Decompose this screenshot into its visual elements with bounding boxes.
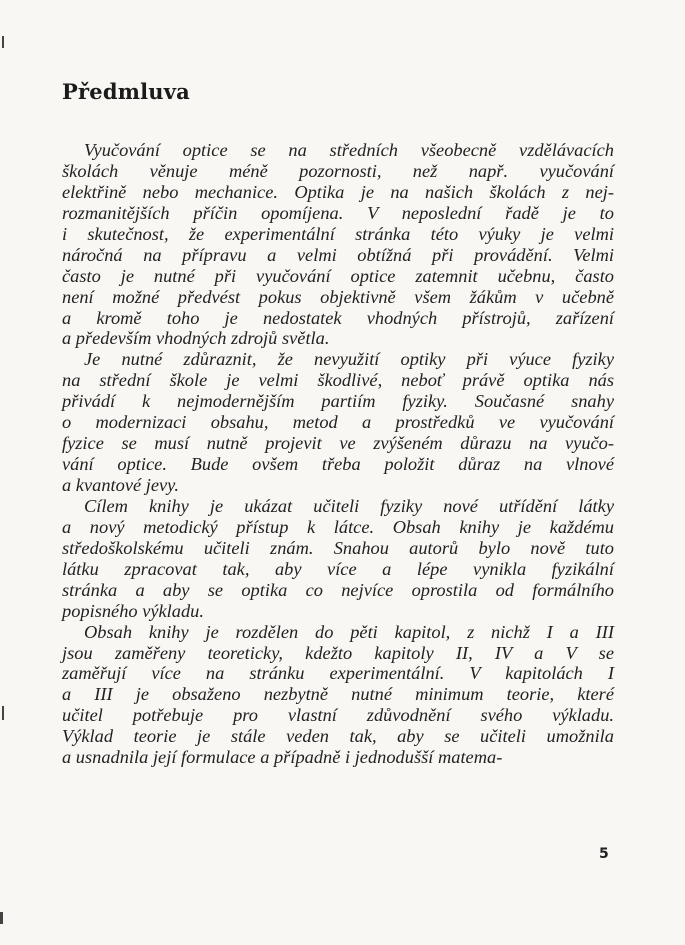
text-line: Je nutné zdůraznit, že nevyužití optiky při výuce fyziky (84, 349, 614, 370)
text-line: náročná na přípravu a velmi obtížná při provádění. Velmi (62, 244, 614, 265)
text-line: stránka a aby se optika co nejvíce oprostila od formálního (62, 579, 614, 600)
text-line: školách věnuje méně pozornosti, než např. vyučování (62, 160, 614, 181)
text-line: látku zpracovat tak, aby více a lépe vynikla fyzikální (62, 558, 614, 579)
text-line: učitel potřebuje pro vlastní zdůvodnění svého výkladu. (62, 705, 614, 726)
text-line: Cílem knihy je ukázat učiteli fyziky nové utřídění látky (84, 495, 614, 516)
text-line: jsou zaměřeny teoreticky, kdežto kapitoly II, IV a V se (62, 642, 614, 663)
text-line: a kromě toho je nedostatek vhodných přístrojů, zařízení (62, 307, 614, 328)
text-line: o modernizaci obsahu, metod a prostředků ve vyučování (62, 412, 614, 433)
text-line: fyzice se musí nutně projevit ve zvýšeném důrazu na vyučo- (62, 433, 614, 454)
text-line: zaměřují více na stránku experimentální. V kapitolách I (62, 663, 614, 684)
scan-edge-mark-middle (2, 706, 4, 720)
text-line: a především vhodných zdrojů světla. (62, 328, 330, 349)
text-line: často je nutné při vyučování optice zatemnit učebnu, často (62, 265, 614, 286)
preface-body (62, 140, 614, 768)
text-line: vání optice. Bude ovšem třeba položit důraz na vlnové (62, 454, 614, 475)
text-line: Vyučování optice se na středních všeobecně vzdělávacích (84, 140, 614, 160)
page-number: 5 (599, 846, 609, 862)
text-line: a kvantové jevy. (62, 475, 179, 495)
text-line: přivádí k nejmodernějším partiím fyziky. Současné snahy (62, 391, 614, 412)
text-line: a III je obsaženo nezbytně nutné minimum teorie, které (62, 684, 614, 705)
text-line: i skutečnost, že experimentální stránka této výuky je velmi (62, 223, 614, 244)
text-line: středoškolskému učiteli znám. Snahou autorů bylo nově tuto (62, 537, 614, 558)
scan-edge-mark-bottom (0, 912, 3, 924)
text-line: popisného výkladu. (62, 600, 204, 621)
text-line: Výklad teorie je stále veden tak, aby se učiteli umožnila (62, 726, 614, 747)
text-line: na střední škole je velmi škodlivé, neboť právě optika nás (62, 370, 614, 391)
text-line: není možné předvést pokus objektivně všem žákům v učebně (62, 286, 614, 307)
text-line: elektřině nebo mechanice. Optika je na našich školách z nej- (62, 181, 614, 202)
text-line: Obsah knihy je rozdělen do pěti kapitol, z nichž I a III (84, 621, 614, 642)
text-line: a usnadnila její formulace a případně i jednodušší matema- (62, 747, 503, 768)
text-line: a nový metodický přístup k látce. Obsah knihy je každému (62, 516, 614, 537)
text-line: rozmanitějších příčin opomíjena. V neposlední řadě je to (62, 202, 614, 223)
scan-edge-mark-top (2, 36, 4, 48)
page-title: Předmluva (62, 79, 190, 104)
